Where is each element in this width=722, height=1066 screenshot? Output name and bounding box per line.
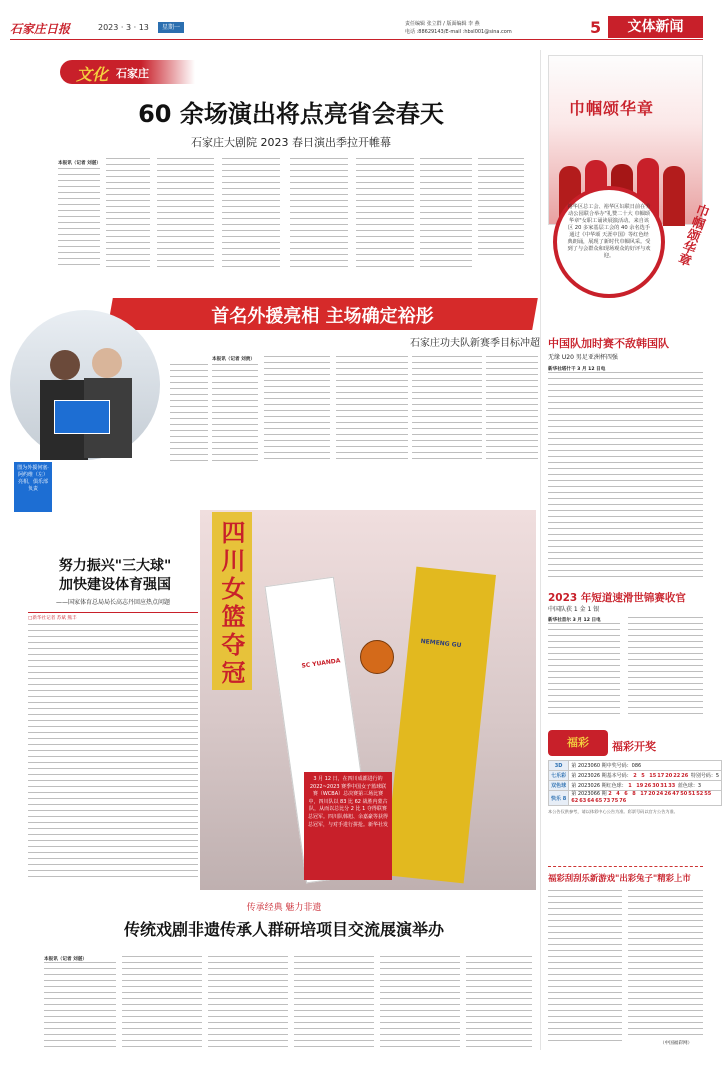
culture-city: 石家庄: [116, 67, 149, 80]
lottery-row-kl8: [549, 791, 722, 806]
heritage-body-col-1: [44, 962, 116, 1052]
photo-side-label: 巾帼颂华章: [674, 201, 711, 268]
short-track-byline: 新华社首尔 3 月 12 日电: [548, 618, 601, 623]
heritage-body-col-3: [208, 956, 288, 1052]
heritage-body-col-2: [122, 956, 202, 1052]
lead-body-col-7: [420, 158, 472, 268]
football-body-col-2: [212, 364, 258, 464]
culture-label: 文化: [76, 65, 109, 84]
three-balls-headline-2: 加快建设体育强国: [59, 577, 171, 593]
short-track-subtitle: 中国队获 1 金 1 银: [548, 606, 600, 613]
lottery-number: 55: [704, 791, 712, 797]
lottery-number: 64: [587, 798, 595, 804]
lottery-number: 52: [696, 791, 704, 797]
heritage-body-col-6: [466, 956, 532, 1052]
lottery-number: 76: [619, 798, 627, 804]
basketball-icon: [360, 640, 394, 674]
culture-banner: [60, 60, 195, 84]
china-team-headline: 中国队加时赛不敌韩国队: [548, 337, 669, 350]
three-balls-body: [28, 624, 198, 879]
column-divider: [540, 50, 541, 1050]
heritage-headline: 传统戏剧非遗传承人群研培项目交流展演举办: [123, 920, 444, 939]
welfare-lottery-rule: [548, 866, 703, 867]
football-body-col-6: [486, 356, 538, 460]
lottery-number: 51: [688, 791, 696, 797]
lottery-special: 特别号码：5: [690, 773, 720, 779]
lottery-number: 47: [672, 791, 680, 797]
lottery-number: 20: [665, 773, 673, 779]
photo-caption-text: 裕华区总工会、裕华区妇联日前在劳动公园联合举办"礼赞二十大 巾帼颂华章"女职工诵读展演活动。来自该区 20 多家基层工会的 40 余名选手通过《中华颂 天涯中国》等红色经典朗诵，展现了新时代巾帼风采。受到了与会群众和现场观众的好评与欢迎。: [567, 204, 651, 259]
football-byline: 本报讯（记者 刘贵）: [212, 357, 255, 362]
editor-line-2: 电话 :88629143/E-mail :hbsl001@sina.com: [405, 29, 512, 35]
short-track-headline: 2023 年短道速滑世锦赛收官: [548, 592, 686, 604]
lottery-number: 17: [657, 773, 665, 779]
weekday-badge: 星期一: [158, 22, 184, 33]
issue-date: 2023 · 3 · 13: [98, 23, 149, 32]
lead-body-col-6: [356, 158, 414, 268]
photo-banner-text: 巾帼颂华章: [569, 99, 655, 118]
welfare-lottery-headline: 福彩刮刮乐新游戏"出彩兔子"精彩上市: [548, 873, 691, 883]
lottery-number: 2: [633, 773, 637, 779]
player-right: [384, 567, 496, 884]
sichuan-caption: 3 月 12 日，在四川成都进行的 2022~2023 赛季中国女子篮球联赛（WCBA）总决赛第三场比赛中，四川队以 83 比 62 战胜内蒙古队，从而以总比分 2 比 1 夺得联赛总冠军。四川队韩旭、余嘉豪等获得总冠军，与对手进行拼抢。新华社发: [304, 772, 392, 880]
lottery-number: 8: [632, 791, 636, 797]
lead-body-col-1: [58, 168, 100, 268]
lottery-number: 4: [616, 791, 620, 797]
lead-body-col-2: [106, 158, 150, 268]
lottery-number: 26: [664, 791, 672, 797]
lead-body-col-5: [290, 158, 348, 268]
editor-line-1: 责任编辑 张立群 / 版面编辑 李 燕: [405, 21, 480, 27]
lottery-game: 快乐 8: [549, 791, 569, 806]
lottery-number: 5: [641, 773, 645, 779]
lottery-number: 19: [636, 783, 644, 789]
lottery-note: 本公告仅供参考，请以体彩中心公告为准。彩票号码以官方公告为准。: [548, 809, 678, 814]
lottery-number: 2: [608, 791, 612, 797]
lottery-numbers: [628, 783, 676, 789]
football-body-col-3: [264, 356, 330, 460]
lead-byline: 本报讯（记者 刘湛）: [58, 161, 101, 166]
lottery-number: 17: [640, 791, 648, 797]
lottery-number: 73: [603, 798, 611, 804]
lead-body-col-8: [478, 158, 524, 258]
page-number: 5: [590, 18, 602, 37]
lottery-row-ssq: [549, 781, 722, 791]
lottery-number: 30: [652, 783, 660, 789]
lottery-number: 33: [668, 783, 676, 789]
lottery-number: 26: [644, 783, 652, 789]
china-team-body: [548, 372, 703, 582]
welfare-lottery-body-col-2: [628, 890, 703, 1036]
section-title: 文体新闻: [608, 16, 703, 38]
lead-body-col-4: [222, 158, 280, 268]
three-balls-byline: □新华社记者 苏斌 熊丰: [28, 616, 77, 621]
china-team-subtitle: 无缘 U20 男足亚洲杯四强: [548, 354, 618, 361]
masthead: [10, 18, 703, 40]
football-subtitle: 石家庄功夫队新赛季目标冲超: [410, 338, 540, 349]
player-right-jersey: NEMENG GU: [420, 637, 462, 650]
lottery-title: 福彩开奖: [612, 740, 656, 753]
three-balls-headline-1: 努力振兴"三大球": [58, 558, 172, 574]
heritage-byline: 本报讯（记者 刘湛）: [44, 957, 87, 962]
lottery-number: 1: [628, 783, 632, 789]
lottery-number: 6: [624, 791, 628, 797]
three-balls-rule: [28, 612, 198, 613]
lead-subtitle: 石家庄大剧院 2023 春日演出季拉开帷幕: [191, 136, 391, 149]
football-body-col-5: [412, 356, 482, 460]
lottery-row-3d: [549, 761, 722, 771]
football-headline: 首名外援亮相 主场确定裕彤: [211, 306, 434, 327]
lottery-number: 20: [648, 791, 656, 797]
lottery-issue: 第 2023026 期基本号码：: [571, 773, 632, 779]
welfare-lottery-signoff: （中国福彩网）: [660, 1041, 693, 1046]
lottery-issue: 第 2023026 期红色球：: [571, 783, 627, 789]
lottery-numbers: [633, 773, 689, 779]
lottery-number: 65: [595, 798, 603, 804]
heritage-body-col-4: [294, 956, 374, 1052]
lottery-issue: 第 2023066 期: [571, 791, 607, 797]
newspaper-logo: 石家庄日报: [10, 22, 71, 36]
sichuan-vertical-title: 四川女篮夺冠: [217, 520, 245, 688]
short-track-body-col-1: [548, 623, 620, 715]
three-balls-subtitle: ——国家体育总局局长高志丹回应热点问题: [55, 599, 170, 606]
heritage-kicker: 传承经典 魅力非遗: [246, 903, 322, 913]
lottery-number: 26: [681, 773, 689, 779]
china-team-byline: 新华社塔什干 3 月 12 日电: [548, 367, 606, 372]
football-photo: [10, 310, 160, 460]
football-photo-caption: 图为外援何塞·阿约维（左）亮相，俱乐部负责: [14, 462, 52, 512]
heritage-body-col-5: [380, 956, 460, 1052]
photo-caption-circle: [553, 186, 665, 298]
lottery-number: 62: [571, 798, 579, 804]
lottery-number: 50: [680, 791, 688, 797]
lottery-table: [548, 760, 720, 815]
lottery-issue: 第 2023060 期中奖号码：086: [569, 761, 722, 771]
lottery-game: 双色球: [549, 781, 569, 791]
lottery-number: 22: [673, 773, 681, 779]
lottery-row-qlc: [549, 771, 722, 781]
lottery-number: 75: [611, 798, 619, 804]
lottery-banner: 福彩: [548, 730, 608, 756]
lottery-number: 31: [660, 783, 668, 789]
lottery-number: 15: [649, 773, 657, 779]
lottery-number: 63: [579, 798, 587, 804]
lottery-number: 24: [656, 791, 664, 797]
lottery-special: 蓝色球：3: [677, 783, 702, 789]
welfare-lottery-body-col-1: [548, 890, 622, 1046]
lead-body-col-3: [157, 158, 214, 268]
football-body-col-1: [170, 364, 208, 464]
football-body-col-4: [336, 356, 408, 460]
player-left-jersey: SC YUANDA: [301, 657, 341, 670]
short-track-body-col-2: [628, 617, 703, 715]
lottery-game: 七乐彩: [549, 771, 569, 781]
lottery-game: 3D: [549, 761, 569, 771]
lead-headline: 60 余场演出将点亮省会春天: [138, 100, 444, 128]
